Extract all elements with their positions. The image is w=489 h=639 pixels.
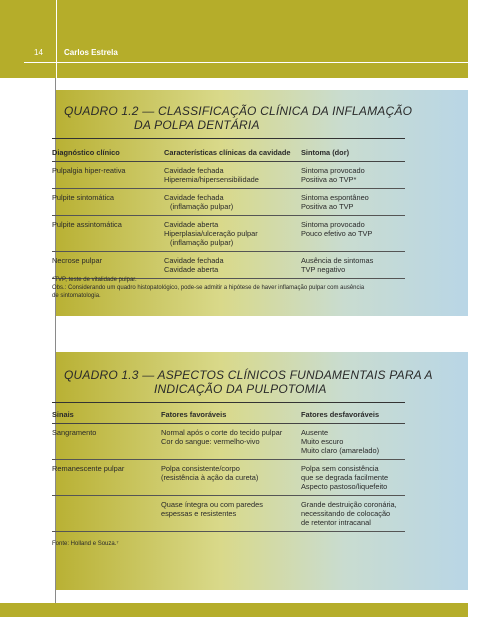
table-cell: [301, 189, 405, 216]
cell-line: Polpa sem consistência: [301, 464, 379, 473]
table-cell: [301, 460, 405, 496]
table-row: [52, 252, 405, 279]
column-header: Sinais: [52, 406, 161, 424]
cell-line: Cavidade fechada: [164, 256, 224, 265]
cell-line: (inflamação pulpar): [170, 202, 234, 211]
cell-line: (inflamação pulpar): [170, 238, 234, 247]
table1-title-line1: QUADRO 1.2 — CLASSIFICAÇÃO CLÍNICA DA INFLAMAÇÃO: [64, 104, 413, 118]
table-cell: [161, 496, 301, 532]
cell-line: Aspecto pastoso/liquefeito: [301, 482, 388, 491]
table-row: [52, 189, 405, 216]
table-cell: [52, 496, 161, 532]
table-row: [52, 162, 405, 189]
header-bar: [0, 0, 468, 78]
column-header: Fatores favoráveis: [161, 406, 301, 424]
table-cell: [301, 216, 405, 252]
cell-line: Ausência de sintomas: [301, 256, 374, 265]
cell-line: Cavidade fechada: [164, 193, 224, 202]
table1-top-rule: [52, 138, 405, 139]
table-cell: Pulpalgia hiper-reativa: [52, 162, 164, 189]
table-row: [52, 496, 405, 532]
footnote: *TVP, teste de vitalidade pulpar.: [52, 277, 137, 283]
table-cell: [301, 496, 405, 532]
table-cell: [164, 162, 301, 189]
column-header: Fatores desfavoráveis: [301, 406, 405, 424]
footnote: de sintomatologia.: [52, 293, 101, 299]
cell-line: que se degrada facilmente: [301, 473, 389, 482]
table-cell: [164, 252, 301, 279]
cell-line: Ausente: [301, 428, 329, 437]
table-cell: [161, 424, 301, 460]
table-cell: [164, 189, 301, 216]
table2: [52, 406, 405, 532]
table2-title: [64, 368, 433, 396]
table-row: [52, 460, 405, 496]
table2-source: Fonte: Holland e Souza.⁷: [52, 541, 119, 547]
cell-line: Polpa consistente/corpo: [161, 464, 240, 473]
cell-line: Cavidade aberta: [164, 265, 219, 274]
cell-line: de retentor intracanal: [301, 518, 371, 527]
column-header: Diagnóstico clínico: [52, 144, 164, 162]
column-header: Sintoma (dor): [301, 144, 405, 162]
cell-line: Sintoma provocado: [301, 220, 365, 229]
table-cell: Remanescente pulpar: [52, 460, 161, 496]
table-cell: [301, 424, 405, 460]
cell-line: espessas e resistentes: [161, 509, 237, 518]
page-number: 14: [34, 48, 43, 57]
cell-line: TVP negativo: [301, 265, 346, 274]
table1: [52, 144, 405, 279]
cell-line: Positiva ao TVP*: [301, 175, 357, 184]
footnote: Obs.: Considerando um quadro histopatológico, pode-se admitir a hipótese de haver inflamação pulpar com ausência: [52, 285, 365, 291]
cell-line: Cor do sangue: vermelho-vivo: [161, 437, 260, 446]
table-header-row: [52, 144, 405, 162]
cell-line: Hiperemia/hipersensibilidade: [164, 175, 259, 184]
cell-line: necessitando de colocação: [301, 509, 391, 518]
table-cell: Sangramento: [52, 424, 161, 460]
cell-line: Positiva ao TVP: [301, 202, 354, 211]
cell-line: (resistência à ação da cureta): [161, 473, 259, 482]
cell-line: Pouco efetivo ao TVP: [301, 229, 373, 238]
cell-line: Sintoma provocado: [301, 166, 365, 175]
cell-line: Muito claro (amarelado): [301, 446, 380, 455]
table1-title-line2: DA POLPA DENTÁRIA: [134, 118, 260, 132]
table-row: [52, 424, 405, 460]
cell-line: Cavidade aberta: [164, 220, 219, 229]
table-cell: Pulpite sintomática: [52, 189, 164, 216]
table-cell: [161, 460, 301, 496]
cell-line: Quase íntegra ou com paredes: [161, 500, 263, 509]
table1-title: [64, 104, 412, 132]
table2-top-rule: [52, 402, 405, 403]
cell-line: Cavidade fechada: [164, 166, 224, 175]
table-cell: Pulpite assintomática: [52, 216, 164, 252]
table1-notes: [52, 276, 364, 300]
table-cell: [301, 252, 405, 279]
cell-line: Muito escuro: [301, 437, 344, 446]
cell-line: Hiperplasia/ulceração pulpar: [164, 229, 258, 238]
footer-bar: [0, 603, 468, 617]
table-cell: [301, 162, 405, 189]
cell-line: Grande destruição coronária,: [301, 500, 397, 509]
cell-line: Sintoma espontâneo: [301, 193, 369, 202]
table-cell: Necrose pulpar: [52, 252, 164, 279]
table-header-row: [52, 406, 405, 424]
cell-line: Normal após o corte do tecido pulpar: [161, 428, 283, 437]
table-cell: [164, 216, 301, 252]
header-divider: [56, 0, 57, 78]
table2-title-line1: QUADRO 1.3 — ASPECTOS CLÍNICOS FUNDAMENTAIS PARA A: [64, 368, 433, 382]
table-row: [52, 216, 405, 252]
running-head: Carlos Estrela: [64, 48, 118, 57]
table2-title-line2: INDICAÇÃO DA PULPOTOMIA: [154, 382, 327, 396]
column-header: Características clínicas da cavidade: [164, 144, 301, 162]
header-rule: [24, 62, 468, 63]
